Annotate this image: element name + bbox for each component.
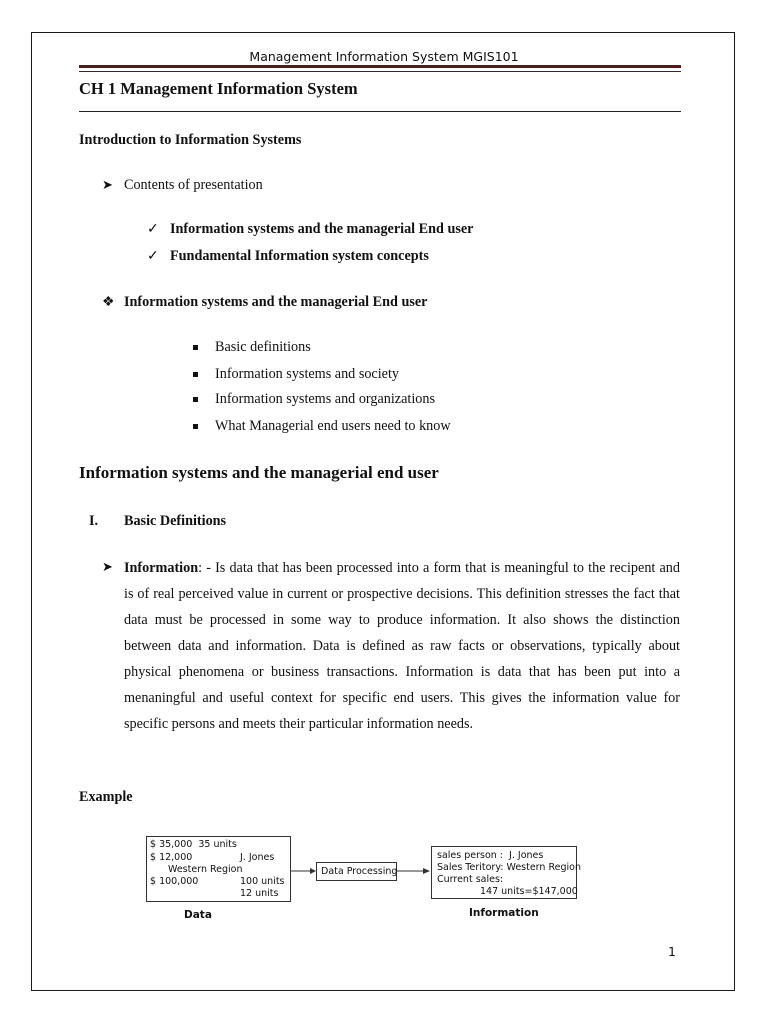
chapter-title: CH 1 Management Information System (79, 79, 358, 98)
list-item: Information systems and organizations (215, 391, 435, 407)
chapter-title-rule (79, 111, 681, 112)
header-rule-thick (79, 65, 681, 68)
subsection-title: Basic Definitions (124, 513, 227, 529)
section-heading: Information systems and the managerial end user (79, 463, 439, 482)
info-box-line: sales person : J. Jones (437, 850, 544, 861)
process-label: Data Processing (321, 866, 398, 877)
data-box-line: $ 35,000 35 units (150, 839, 237, 850)
page-number: 1 (668, 944, 676, 959)
data-box (146, 836, 291, 902)
square-bullet-icon (193, 424, 198, 429)
contents-item: Fundamental Information system concepts (170, 248, 429, 264)
square-bullet-icon (193, 372, 198, 377)
data-caption: Data (184, 909, 212, 921)
list-item: Basic definitions (215, 339, 311, 355)
data-box-line: $ 12,000 (150, 852, 193, 863)
intro-heading: Introduction to Information Systems (79, 132, 302, 148)
data-processing-box (316, 862, 397, 881)
square-bullet-icon (193, 397, 198, 402)
data-box-line: Western Region (168, 864, 243, 875)
info-box-line: Current sales: (437, 874, 504, 885)
arrow-bullet-icon: ➤ (102, 177, 113, 192)
info-box-line: 147 units=$147,000 (480, 886, 578, 897)
info-box-line: Sales Teritory: Western Region (437, 862, 581, 873)
information-caption: Information (469, 907, 539, 919)
list-item: Information systems and society (215, 366, 400, 382)
diamond-bullet-icon: ❖ (102, 294, 115, 310)
definition-text: : - Is data that has been processed into a form that is meaningful to the recipent and is of real perceived value in current or prospective decisions. This definition stresses the fact that data must be processed in some way to produce information. It also shows the distinction between data and information. Data is defined as raw facts or observations, typically about physical phenomena or business transactions. Information is data that has been put into a menaningful and useful context for specific end users. This gives the information value for specific persons and meets their particular information needs. (124, 560, 680, 732)
data-box-line: 100 units (240, 876, 285, 887)
list-item: What Managerial end users need to know (215, 418, 451, 434)
arrow-head-icon (423, 868, 430, 874)
contents-item: Information systems and the managerial End user (170, 221, 474, 237)
data-box-line: J. Jones (240, 852, 275, 863)
information-box (431, 846, 581, 899)
header-rule-thin (79, 71, 681, 72)
subsection-number: I. (89, 513, 99, 529)
square-bullet-icon (193, 345, 198, 350)
contents-label: Contents of presentation (124, 177, 263, 193)
section-bullet-label: Information systems and the managerial End user (124, 294, 428, 310)
page-border (31, 32, 735, 991)
example-heading: Example (79, 789, 133, 805)
running-header: Management Information System MGIS101 (249, 49, 519, 64)
arrow-bullet-icon: ➤ (102, 559, 113, 574)
check-icon: ✓ (147, 248, 159, 264)
check-icon: ✓ (147, 221, 159, 237)
data-box-line: $ 100,000 (150, 876, 199, 887)
definition-paragraph (124, 555, 680, 737)
data-box-line: 12 units (240, 888, 279, 899)
definition-term: Information (124, 560, 199, 576)
